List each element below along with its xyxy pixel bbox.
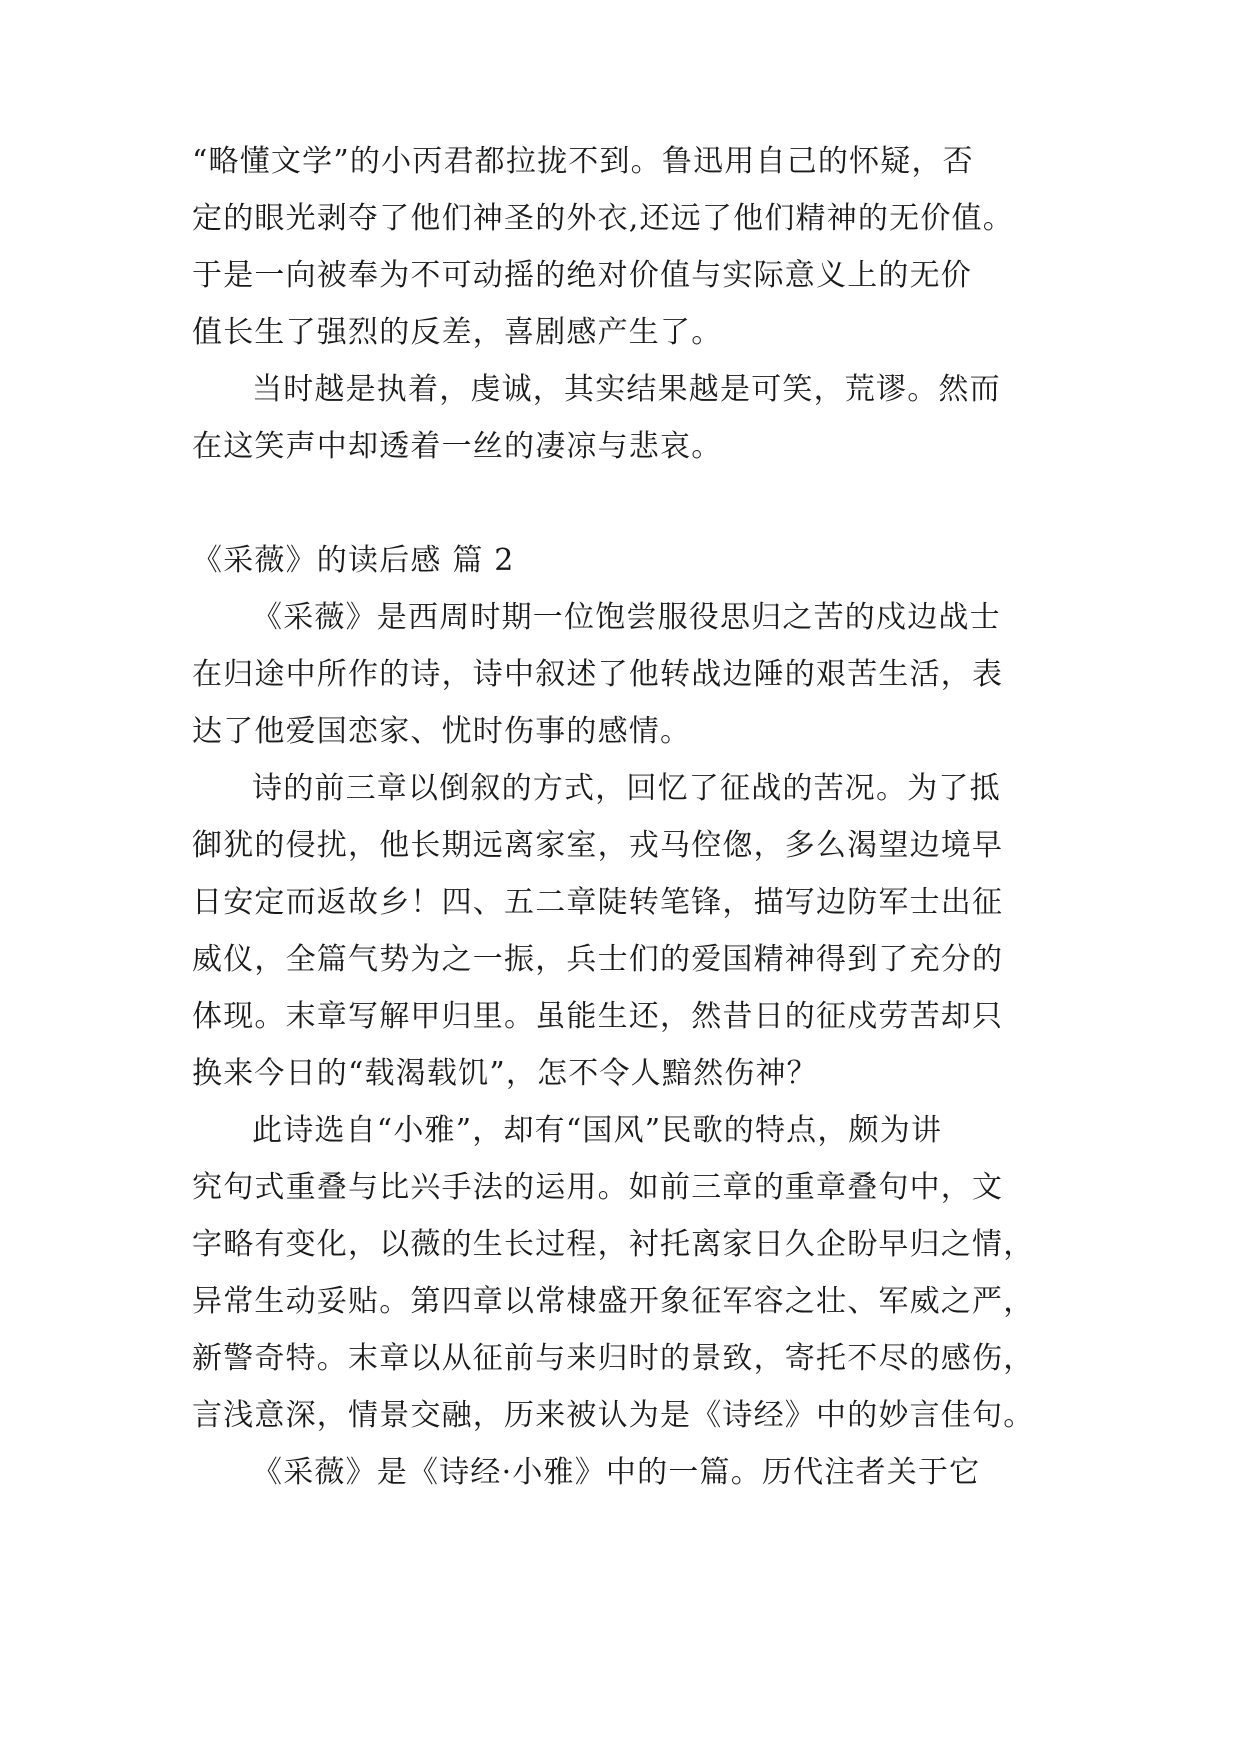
text-line: 《采薇》是《诗经·小雅》中的一篇。历代注者关于它 (252, 1455, 981, 1490)
text-line: 此诗选自“小雅”，却有“国风”民歌的特点，颇为讲 (252, 1113, 943, 1148)
text-line: 在这笑声中却透着一丝的凄凉与悲哀。 (192, 429, 723, 464)
text-line: 值长生了强烈的反差，喜剧感产生了。 (192, 315, 723, 350)
text-line: 究句式重叠与比兴手法的运用。如前三章的重章叠句中，文 (192, 1170, 1004, 1205)
text-line: 当时越是执着，虔诚，其实结果越是可笑，荒谬。然而 (252, 372, 1001, 407)
text-line: 《采薇》是西周时期一位饱尝服役思归之苦的戍边战士 (252, 600, 1001, 635)
text-line: 诗的前三章以倒叙的方式，回忆了征战的苦况。为了抵 (252, 771, 1001, 806)
text-line: 定的眼光剥夺了他们神圣的外衣,还远了他们精神的无价值。 (192, 201, 1014, 236)
section-heading: 《采薇》的读后感 篇 2 (192, 543, 515, 578)
text-line: 达了他爱国恋家、忧时伤事的感情。 (192, 714, 692, 749)
text-line: 言浅意深，情景交融，历来被认为是《诗经》中的妙言佳句。 (192, 1398, 1035, 1433)
text-line: 御犹的侵扰，他长期远离家室，戎马倥偬，多么渴望边境早 (192, 828, 1004, 863)
text-line: 新警奇特。末章以从征前与来归时的景致，寄托不尽的感伤， (192, 1341, 1035, 1376)
text-line: “略懂文学”的小丙君都拉拢不到。鲁迅用自己的怀疑，否 (192, 144, 974, 179)
text-line: 体现。末章写解甲归里。虽能生还，然昔日的征戍劳苦却只 (192, 999, 1004, 1034)
text-line: 在归途中所作的诗，诗中叙述了他转战边陲的艰苦生活，表 (192, 657, 1004, 692)
text-line: 换来今日的“载渴载饥”，怎不令人黯然伤神？ (192, 1056, 818, 1091)
text-line: 威仪，全篇气势为之一振，兵士们的爱国精神得到了充分的 (192, 942, 1004, 977)
text-line: 异常生动妥贴。第四章以常棣盛开象征军容之壮、军威之严， (192, 1284, 1035, 1319)
text-line: 日安定而返故乡！四、五二章陡转笔锋，描写边防军士出征 (192, 885, 1004, 920)
text-line: 字略有变化，以薇的生长过程，衬托离家日久企盼早归之情， (192, 1227, 1035, 1262)
text-line: 于是一向被奉为不可动摇的绝对价值与实际意义上的无价 (192, 258, 972, 293)
